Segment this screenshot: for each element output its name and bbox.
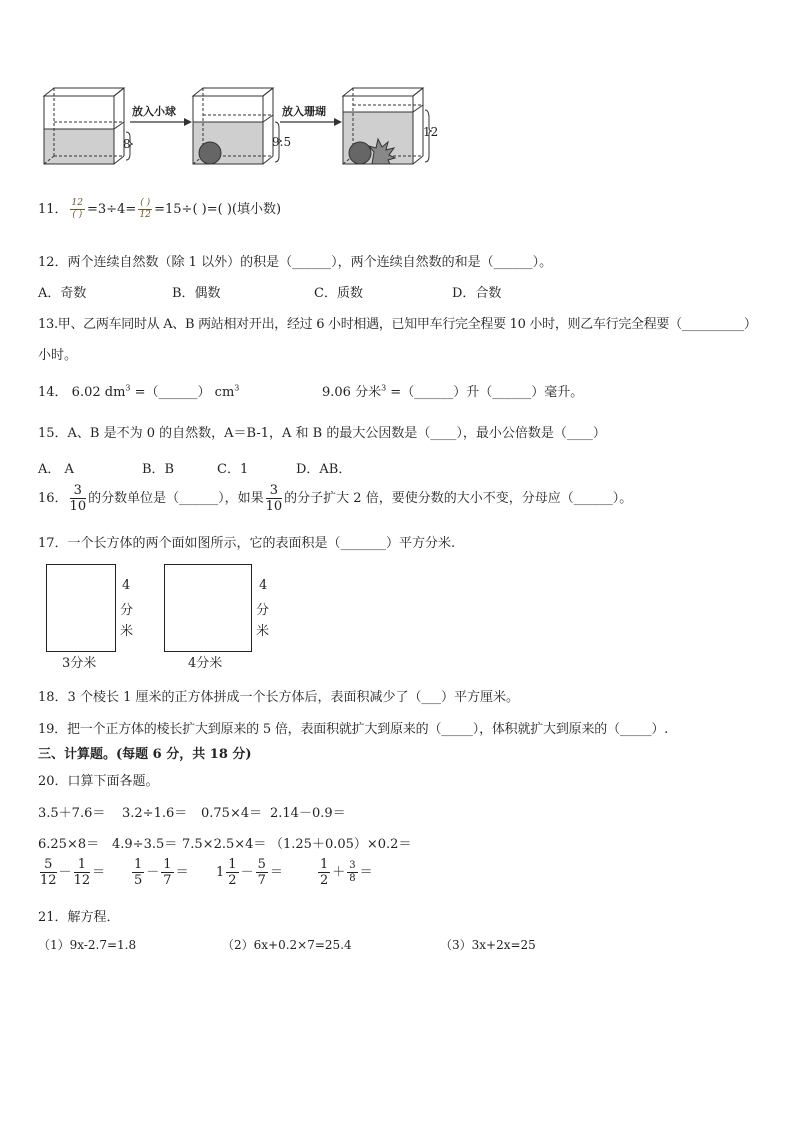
q16-f2-numerator: 3 (266, 484, 283, 499)
q20-e1-b-den: 12 (73, 873, 91, 888)
q20-e4-b-num: 3 (349, 860, 356, 871)
q16-rest: 的分子扩大 2 倍，要使分数的大小不变，分母应（______）。 (284, 491, 633, 506)
q16-fraction-1 (70, 484, 87, 513)
q20-r2-c2: 4.9÷3.5＝ (112, 837, 178, 852)
q20-e2-frac-a (132, 858, 144, 887)
question-11 (38, 198, 281, 220)
q11-f2-numerator: ( ) (140, 198, 151, 208)
tank3-height: 12 (423, 125, 439, 139)
q16-number: 16． (38, 491, 68, 506)
q12-option-b: B．偶数 (172, 286, 221, 301)
q11-number: 11． (38, 202, 68, 217)
q11-fraction-1 (70, 199, 85, 220)
q16-f1-numerator: 3 (70, 484, 87, 499)
q11-f1-numerator: 12 (71, 198, 83, 208)
q14-sup-3: 3 (381, 383, 387, 393)
question-13-line-1: 13.甲、乙两车同时从 A、B 两站相对开出，经过 6 小时相遇，已知甲车行完全程要 10 小时，则乙车行完全程要（__________） (38, 317, 757, 332)
q20-e4-frac-b (347, 861, 357, 884)
q20-e2-a-num: 1 (134, 857, 143, 872)
tank-3 (343, 88, 432, 164)
question-14-part-2 (322, 381, 583, 400)
q14-sup-2: 3 (234, 383, 240, 393)
tanks-figure (38, 84, 448, 174)
q14-value-1: 14． 6.02 dm (38, 385, 126, 400)
q20-e4-a-den: 2 (320, 873, 329, 888)
q14-blank-1: =（______） cm (130, 385, 235, 400)
q11-fraction-2 (138, 199, 152, 220)
q12-option-a: A．奇数 (38, 286, 87, 301)
q20-e3-frac-a (226, 858, 238, 887)
tank-2 (193, 88, 282, 164)
tank-1 (44, 88, 133, 164)
q20-r2-c4: （1.25＋0.05）×0.2＝ (270, 837, 412, 852)
q17-rect1-bottom-label: 3分米 (62, 656, 97, 671)
q20-r3-e3 (216, 858, 283, 887)
question-13-line-2: 小时。 (38, 348, 78, 363)
q16-f1-denominator: 10 (69, 499, 87, 514)
q20-e2-b-num: 1 (163, 857, 172, 872)
q20-e3-frac-b (256, 858, 268, 887)
q16-mid: 的分数单位是（______），如果 (88, 491, 264, 506)
question-17: 17．一个长方体的两个面如图所示，它的表面积是（_______）平方分米. (38, 536, 456, 551)
q20-e1-frac-b (74, 858, 91, 887)
q14-value-2: 9.06 分米 (322, 385, 382, 400)
q11-f1-denominator: ( ) (72, 210, 83, 220)
q15-option-c: C．1 (217, 462, 249, 477)
q11-rest: =15÷( )=( )(填小数) (154, 202, 282, 217)
tank2-height: 9.5 (272, 135, 292, 149)
q20-r2-c1: 6.25×8＝ (38, 837, 100, 852)
q20-r2-c3: 7.5×2.5×4＝ (182, 837, 267, 852)
q20-r1-c2: 3.2÷1.6＝ (122, 806, 188, 821)
q20-r3-e4 (316, 858, 373, 887)
q20-r1-c1: 3.5＋7.6＝ (38, 806, 106, 821)
arrow1-label: 放入小球 (132, 105, 176, 118)
q12-option-d: D．合数 (452, 286, 502, 301)
q20-e3-b-num: 5 (257, 857, 266, 872)
q14-blanks-2: =（______）升（______）毫升。 (386, 385, 584, 400)
q17-rect1-side-1: 4 (122, 578, 131, 593)
q21-equation-1: （1）9x-2.7=1.8 (38, 938, 137, 952)
q17-rectangle-1 (46, 564, 116, 652)
q20-e3-b-den: 7 (257, 873, 266, 888)
q20-e3-whole: 1 (216, 865, 225, 880)
q20-e2-eq: ＝ (175, 865, 189, 880)
q15-option-a: A． A (38, 462, 74, 477)
q20-e4-eq: ＝ (359, 865, 373, 880)
q20-r1-c4: 2.14－0.9＝ (270, 806, 346, 821)
q20-e2-op: － (146, 865, 160, 880)
q16-fraction-2 (266, 484, 283, 513)
q20-e3-a-num: 1 (228, 857, 237, 872)
q20-e4-frac-a (318, 858, 330, 887)
q17-rect2-side-2: 分 (256, 603, 270, 618)
q20-e3-op: － (240, 865, 254, 880)
q17-rect1-side-2: 分 (120, 603, 134, 618)
tank1-height: 8 (123, 137, 131, 151)
q14-sup-1: 3 (125, 383, 131, 393)
q11-f2-denominator: 12 (139, 210, 151, 220)
q20-e3-eq: ＝ (269, 865, 283, 880)
question-12: 12．两个连续自然数（除 1 以外）的积是（______），两个连续自然数的和是（______）。 (38, 255, 553, 270)
q20-e1-frac-a (40, 858, 57, 887)
q20-e2-a-den: 5 (134, 873, 143, 888)
question-21-title: 21．解方程． (38, 910, 120, 925)
q17-rect1-side-3: 米 (120, 624, 134, 639)
q17-rectangle-2 (164, 564, 252, 652)
question-19: 19．把一个正方体的棱长扩大到原来的 5 倍，表面积就扩大到原来的（_____），体积就扩大到原来的（_____）. (38, 722, 669, 737)
section-3-title: 三、计算题。(每题 6 分，共 18 分) (38, 747, 252, 762)
q15-option-d: D．AB． (296, 462, 352, 477)
q20-e1-b-num: 1 (74, 858, 91, 873)
q20-e1-eq: ＝ (92, 865, 106, 880)
question-15: 15．A、B 是不为 0 的自然数，A＝B-1，A 和 B 的最大公因数是（____），最小公倍数是（____） (38, 426, 606, 441)
q20-e1-a-num: 5 (40, 858, 57, 873)
q20-e1-a-den: 12 (40, 873, 57, 888)
arrow2-label: 放入珊瑚 (282, 105, 326, 118)
q20-r3-e1 (38, 858, 105, 887)
question-14-part-1 (38, 381, 239, 400)
q16-f2-denominator: 10 (265, 499, 283, 514)
q20-e4-op: ＋ (332, 865, 346, 880)
q21-equation-2: （2）6x+0.2×7=25.4 (222, 938, 352, 952)
question-16 (38, 484, 632, 513)
q11-mid1: =3÷4= (87, 202, 137, 217)
q20-e2-frac-b (161, 858, 173, 887)
q20-e2-b-den: 7 (163, 873, 172, 888)
q20-r3-e2 (130, 858, 189, 887)
question-18: 18．3 个棱长 1 厘米的正方体拼成一个长方体后，表面积减少了（___）平方厘米。 (38, 690, 519, 705)
q21-equation-3: （3）3x+2x=25 (440, 938, 536, 952)
q20-e4-b-den: 8 (349, 873, 356, 884)
q15-option-b: B．B (142, 462, 175, 477)
q20-e4-a-num: 1 (320, 857, 329, 872)
question-20-title: 20．口算下面各题。 (38, 774, 159, 789)
q17-rect2-side-1: 4 (259, 578, 268, 593)
q12-option-c: C．质数 (314, 286, 363, 301)
q20-r1-c3: 0.75×4＝ (201, 806, 263, 821)
q17-rect2-bottom-label: 4分米 (188, 656, 223, 671)
q20-e3-a-den: 2 (228, 873, 237, 888)
q20-e1-op: － (58, 865, 72, 880)
q17-rect2-side-3: 米 (256, 624, 270, 639)
